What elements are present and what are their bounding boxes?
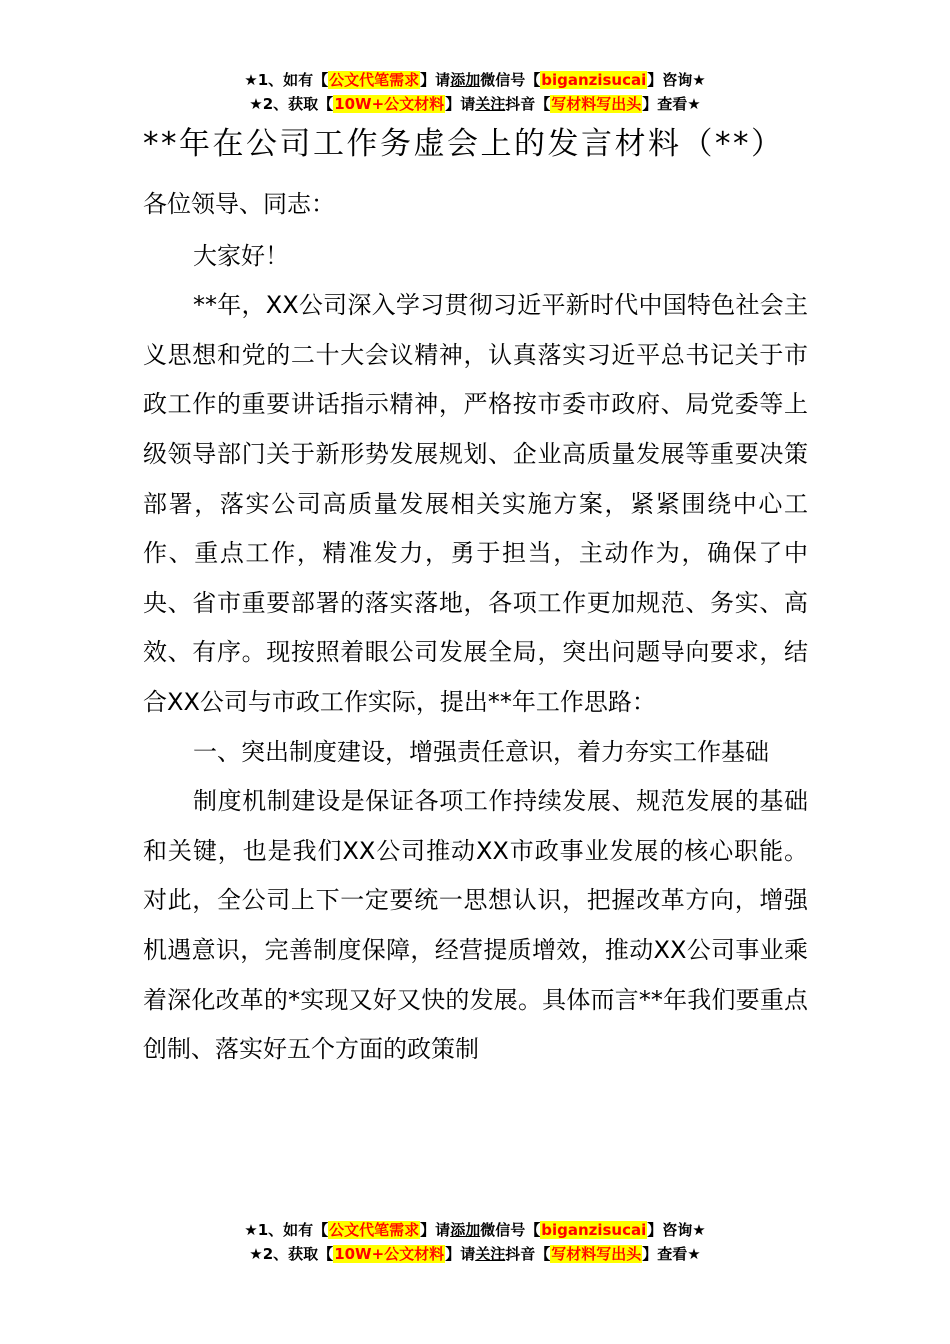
promo-text: 抖音【 <box>505 95 551 113</box>
promo-text: 】请 <box>445 1245 476 1263</box>
promo-line-1 <box>0 68 950 92</box>
promo-underline: 关注 <box>475 95 506 113</box>
top-promo-banner <box>0 68 950 116</box>
promo-text: 】查看★ <box>642 95 701 113</box>
promo-text: ★1、如有【 <box>244 1221 329 1239</box>
promo-highlight: 写材料写出头 <box>551 1245 642 1263</box>
promo-highlight: 10W+公文材料 <box>334 95 445 113</box>
bottom-promo-banner <box>0 1218 950 1266</box>
promo-text: 微信号【 <box>480 71 541 89</box>
paragraph-section-1: 制度机制建设是保证各项工作持续发展、规范发展的基础和关键，也是我们XX公司推动XX市政事业发展的核心职能。对此，全公司上下一定要统一思想认识，把握改革方向，增强机遇意识，完善制度保障，经营提质增效，推动XX公司事业乘着深化改革的*实现又好又快的发展。具体而言**年我们要重点创制、落实好五个方面的政策制 <box>143 787 808 1064</box>
promo-text: ★2、获取【 <box>249 95 334 113</box>
promo-underline: 添加 <box>450 1221 481 1239</box>
promo-text: 抖音【 <box>505 1245 551 1263</box>
promo-highlight: biganzisucai <box>541 1221 647 1239</box>
promo-text: 微信号【 <box>480 1221 541 1239</box>
promo-highlight: 公文代笔需求 <box>329 71 420 89</box>
promo-line-2 <box>0 92 950 116</box>
promo-text: ★2、获取【 <box>249 1245 334 1263</box>
promo-line-1 <box>0 1218 950 1242</box>
section-heading-1: 一、突出制度建设，增强责任意识，着力夯实工作基础 <box>193 737 769 766</box>
promo-text: 】请 <box>420 1221 451 1239</box>
promo-text: 】咨询★ <box>647 71 706 89</box>
salutation: 各位领导、同志： <box>143 190 335 218</box>
promo-underline: 关注 <box>475 1245 506 1263</box>
promo-underline: 添加 <box>450 71 481 89</box>
promo-text: ★1、如有【 <box>244 71 329 89</box>
paragraph-intro: **年，XX公司深入学习贯彻习近平新时代中国特色社会主义思想和党的二十大会议精神，认真落实习近平总书记关于市政工作的重要讲话指示精神，严格按市委市政府、局党委等上级领导部门关于新形势发展规划、企业高质量发展等重要决策部署，落实公司高质量发展相关实施方案，紧紧围绕中心工作、重点工作，精准发力，勇于担当，主动作为，确保了中央、省市重要部署的落实落地，各项工作更加规范、务实、高效、有序。现按照着眼公司发展全局，突出问题导向要求，结合XX公司与市政工作实际，提出**年工作思路： <box>143 291 808 716</box>
promo-highlight: 公文代笔需求 <box>329 1221 420 1239</box>
promo-text: 】咨询★ <box>647 1221 706 1239</box>
promo-text: 】请 <box>420 71 451 89</box>
promo-line-2 <box>0 1242 950 1266</box>
greeting: 大家好！ <box>193 241 289 270</box>
document-body <box>143 122 808 1075</box>
promo-text: 】请 <box>445 95 476 113</box>
document-title: **年在公司工作务虚会上的发言材料（**） <box>143 126 785 162</box>
promo-highlight: 写材料写出头 <box>551 95 642 113</box>
promo-highlight: 10W+公文材料 <box>334 1245 445 1263</box>
promo-highlight: biganzisucai <box>541 71 647 89</box>
promo-text: 】查看★ <box>642 1245 701 1263</box>
